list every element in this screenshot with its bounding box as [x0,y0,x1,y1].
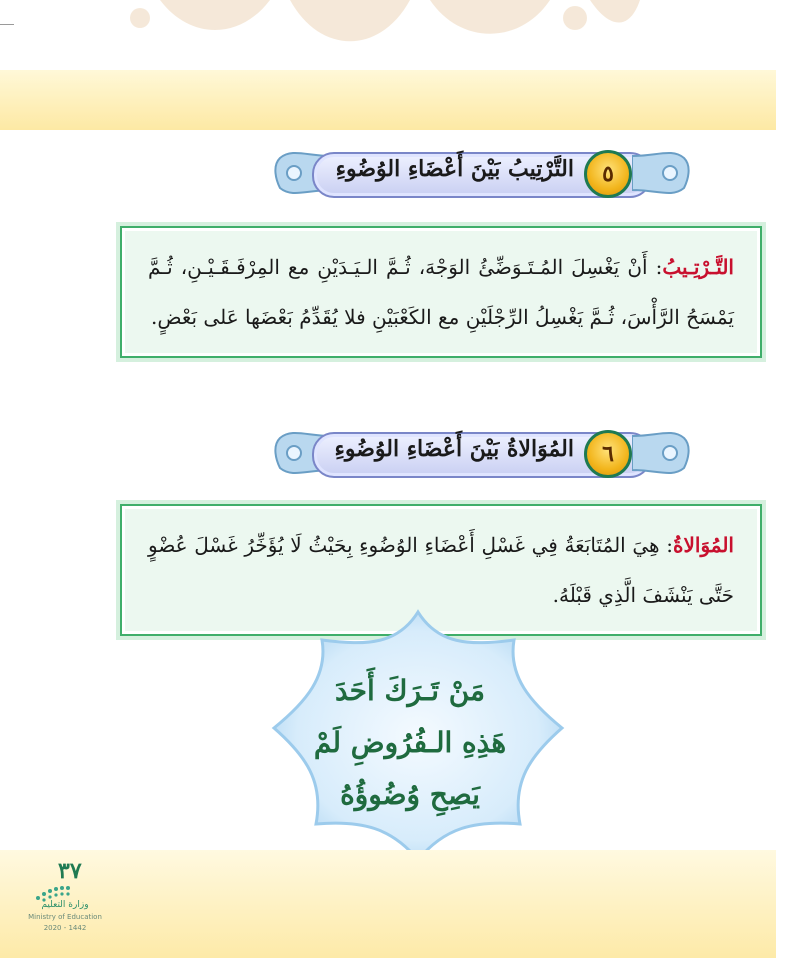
definition-box-5 [120,226,762,358]
page-margin [776,0,800,958]
ministry-year: 2020 - 1442 [43,924,87,932]
definition-term: التَّـرْتِـيبُ [662,255,734,279]
crop-mark [0,24,14,25]
section-title: التَّرْتِيبُ بَيْنَ أَعْضَاءِ الوُضُوءِ [335,156,574,182]
section-number-badge: ٦ [584,430,632,478]
ministry-name: وزارة التعليم [41,900,89,910]
top-ornament [120,0,640,70]
definition-body: : هِيَ المُتَابَعَةُ فِي غَسْلِ أَعْضَاءِ الوُضُوءِ بِحَيْثُ لَا يُؤَخِّرُ غَسْلَ عُضْوٍ حَتَّى يَنْشَفَ الَّذِي قَبْلَهُ. [148,533,734,607]
ministry-logo-icon [28,878,108,916]
ornament-cap-icon [632,428,692,478]
section-header-5 [272,148,692,198]
section-header-6 [272,428,692,478]
note-line: يَصِحِ وُضُوؤُهُ [340,778,480,811]
definition-term: المُوَالاةُ [673,533,734,557]
section-title: المُوَالاةُ بَيْنَ أَعْضَاءِ الوُضُوءِ [334,436,574,462]
ministry-name-english: Ministry of Education [28,913,102,921]
top-band [0,70,776,130]
note-text [300,665,520,821]
ornament-cap-icon [632,148,692,198]
page-number: ٣٧ [58,858,82,884]
note-line: مَنْ تَـرَكَ أَحَدَ [334,674,486,707]
section-number-badge: ٥ [584,150,632,198]
definition-body: : أَنْ يَغْسِلَ المُـتَـوَضِّئُ الوَجْهَ، ثُـمَّ الـيَـدَيْنِ مع المِرْفَـقَـيْـنِ، ثُـمَّ يَمْسَحُ الرَّأْسَ، ثُـمَّ يَغْسِلُ الرِّجْلَيْنِ مع الكَعْبَيْنِ فلا يُقَدِّمُ بَعْضَها عَلى بَعْضٍ. [148,255,734,329]
note-line: هَذِهِ الـفُرُوضِ لَمْ [313,726,507,759]
